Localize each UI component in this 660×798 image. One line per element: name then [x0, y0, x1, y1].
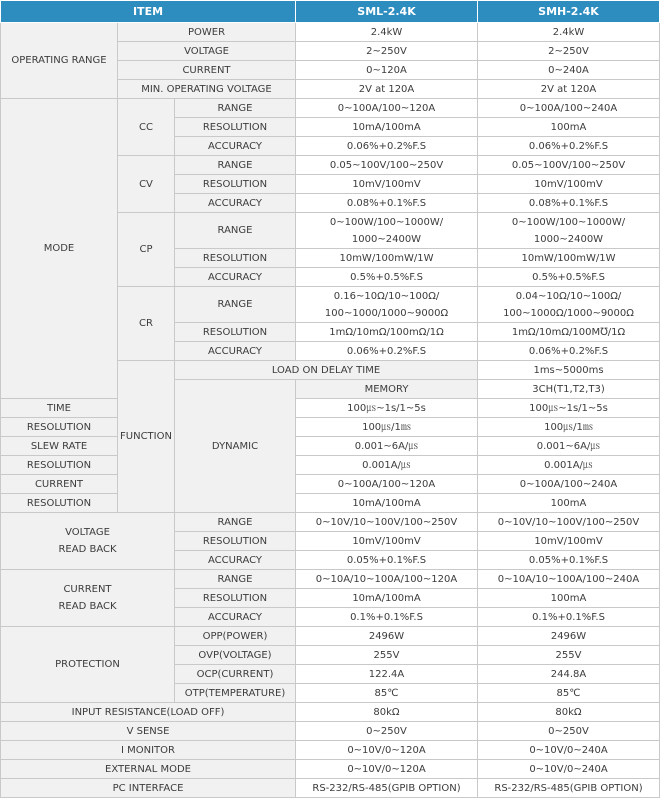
- value-b: 80kΩ: [478, 703, 660, 722]
- table-row: [1, 475, 660, 494]
- subgroup-cc: CC: [118, 99, 175, 156]
- table-row: [1, 779, 660, 798]
- row-label: RESOLUTION: [175, 249, 296, 268]
- value-a: 2~250V: [296, 42, 478, 61]
- row-label: RESOLUTION: [1, 494, 118, 513]
- row-label: OPP(POWER): [175, 627, 296, 646]
- subgroup-cp: CP: [118, 213, 175, 287]
- value-a: 0~100A/100~120A: [296, 99, 478, 118]
- value-line: 100~1000Ω/1000~9000Ω: [503, 307, 634, 319]
- value-b: [478, 287, 660, 323]
- value-a: 10mA/100mA: [296, 589, 478, 608]
- row-label: VOLTAGE: [118, 42, 296, 61]
- value-a: 80kΩ: [296, 703, 478, 722]
- value-a: 0~10V/0~120A: [296, 760, 478, 779]
- value-b: 2V at 120A: [478, 80, 660, 99]
- group-operating-range: OPERATING RANGE: [1, 23, 118, 99]
- value-a: 0.05%+0.1%F.S: [296, 551, 478, 570]
- table-row: [1, 23, 660, 42]
- value-b: 0~240A: [478, 61, 660, 80]
- value-a: [296, 213, 478, 249]
- value-a: 0~10V/0~120A: [296, 741, 478, 760]
- value-a: 100㎲~1s/1~5s: [296, 399, 478, 418]
- header-model-b: SMH-2.4K: [478, 1, 660, 23]
- row-label: RESOLUTION: [175, 118, 296, 137]
- value-b: 0~10V/0~240A: [478, 741, 660, 760]
- value-b: 2496W: [478, 627, 660, 646]
- value-b: 0.001~6A/㎲: [478, 437, 660, 456]
- row-label: RESOLUTION: [175, 323, 296, 342]
- row-label: RESOLUTION: [175, 589, 296, 608]
- value-a: 10mV/100mV: [296, 175, 478, 194]
- row-label: RESOLUTION: [1, 456, 118, 475]
- table-row: [1, 760, 660, 779]
- row-label: MEMORY: [296, 380, 478, 399]
- value-a: 3CH(T1,T2,T3): [478, 380, 660, 399]
- value-b: RS-232/RS-485(GPIB OPTION): [478, 779, 660, 798]
- value-b: 85℃: [478, 684, 660, 703]
- value-b: 0~100A/100~240A: [478, 475, 660, 494]
- value-line: 0.04~10Ω/10~100Ω/: [515, 290, 622, 302]
- value-b: 0.05~100V/100~250V: [478, 156, 660, 175]
- row-label: EXTERNAL MODE: [1, 760, 296, 779]
- row-label: MIN. OPERATING VOLTAGE: [118, 80, 296, 99]
- row-label: RESOLUTION: [1, 418, 118, 437]
- group-label-line: VOLTAGE: [65, 527, 110, 538]
- value-b: 1mΩ/10mΩ/100M℧/1Ω: [478, 323, 660, 342]
- value-a: 2496W: [296, 627, 478, 646]
- value-a: 100㎲/1㎳: [296, 418, 478, 437]
- value-b: 10mW/100mW/1W: [478, 249, 660, 268]
- value-a: 10mA/100mA: [296, 494, 478, 513]
- row-label: ACCURACY: [175, 551, 296, 570]
- value-a: 1mΩ/10mΩ/100mΩ/1Ω: [296, 323, 478, 342]
- value-b: 10mV/100mV: [478, 175, 660, 194]
- header-model-a: SML-2.4K: [296, 1, 478, 23]
- value-b: 2~250V: [478, 42, 660, 61]
- value-a: 2V at 120A: [296, 80, 478, 99]
- value-b: 0~10V/0~240A: [478, 760, 660, 779]
- value-line: 1000~2400W: [533, 233, 604, 245]
- row-label: LOAD ON DELAY TIME: [175, 361, 478, 380]
- group-voltage-readback: [1, 513, 175, 570]
- value-b: 2.4kW: [478, 23, 660, 42]
- group-label-line: READ BACK: [58, 601, 117, 612]
- value-a: 0.06%+0.2%F.S: [296, 342, 478, 361]
- row-label: CURRENT: [118, 61, 296, 80]
- table-row: [1, 494, 660, 513]
- value-b: [478, 213, 660, 249]
- value-line: 0~100W/100~1000W/: [511, 216, 626, 228]
- value-b: 10mV/100mV: [478, 532, 660, 551]
- table-row: [1, 741, 660, 760]
- value-a: 0~10V/10~100V/100~250V: [296, 513, 478, 532]
- value-b: 255V: [478, 646, 660, 665]
- value-b: 100mA: [478, 494, 660, 513]
- row-label: RANGE: [175, 156, 296, 175]
- value-b: 0.08%+0.1%F.S: [478, 194, 660, 213]
- value-a: 2.4kW: [296, 23, 478, 42]
- table-row: [1, 99, 660, 118]
- row-label: OTP(TEMPERATURE): [175, 684, 296, 703]
- header-item: ITEM: [1, 1, 296, 23]
- group-mode: MODE: [1, 99, 118, 399]
- row-label: ACCURACY: [175, 194, 296, 213]
- value-b: 100mA: [478, 589, 660, 608]
- value-a: 10mW/100mW/1W: [296, 249, 478, 268]
- row-label: RANGE: [175, 99, 296, 118]
- group-current-readback: [1, 570, 175, 627]
- row-label: POWER: [118, 23, 296, 42]
- value-line: 1000~2400W: [351, 233, 422, 245]
- value-a: 0.08%+0.1%F.S: [296, 194, 478, 213]
- row-label: PC INTERFACE: [1, 779, 296, 798]
- value-b: 0.05%+0.1%F.S: [478, 551, 660, 570]
- row-label: OCP(CURRENT): [175, 665, 296, 684]
- row-label: ACCURACY: [175, 342, 296, 361]
- row-label: RESOLUTION: [175, 532, 296, 551]
- value-b: 0~250V: [478, 722, 660, 741]
- table-row: [1, 703, 660, 722]
- value-b: 244.8A: [478, 665, 660, 684]
- value-b: 0.001A/㎲: [478, 456, 660, 475]
- table-row: [1, 627, 660, 646]
- value-line: 0~100W/100~1000W/: [329, 216, 444, 228]
- value-a: 0.001~6A/㎲: [296, 437, 478, 456]
- row-label: TIME: [1, 399, 118, 418]
- value-a: 0~100A/100~120A: [296, 475, 478, 494]
- value-a: 0.06%+0.2%F.S: [296, 137, 478, 156]
- value-b: 0~10V/10~100V/100~250V: [478, 513, 660, 532]
- group-label-line: CURRENT: [63, 584, 112, 595]
- value-a: 0.05~100V/100~250V: [296, 156, 478, 175]
- subgroup-cr: CR: [118, 287, 175, 361]
- row-label: CURRENT: [1, 475, 118, 494]
- table-row: [1, 418, 660, 437]
- row-label: ACCURACY: [175, 608, 296, 627]
- value-a: 0~10A/10~100A/100~120A: [296, 570, 478, 589]
- row-label: V SENSE: [1, 722, 296, 741]
- group-function: FUNCTION: [118, 361, 175, 513]
- row-label: RESOLUTION: [175, 175, 296, 194]
- table-row: [1, 570, 660, 589]
- value-a: 0~120A: [296, 61, 478, 80]
- value-a: 0~250V: [296, 722, 478, 741]
- value-b: 100㎲~1s/1~5s: [478, 399, 660, 418]
- row-label: I MONITOR: [1, 741, 296, 760]
- value-a: 0.1%+0.1%F.S: [296, 608, 478, 627]
- subgroup-cv: CV: [118, 156, 175, 213]
- value-a: [296, 287, 478, 323]
- table-row: [1, 456, 660, 475]
- value-b: 100mA: [478, 118, 660, 137]
- group-protection: PROTECTION: [1, 627, 175, 703]
- value-a: 10mV/100mV: [296, 532, 478, 551]
- row-label: OVP(VOLTAGE): [175, 646, 296, 665]
- value-a: 0.001A/㎲: [296, 456, 478, 475]
- row-label: SLEW RATE: [1, 437, 118, 456]
- row-label: ACCURACY: [175, 137, 296, 156]
- table-row: [1, 437, 660, 456]
- value-a: RS-232/RS-485(GPIB OPTION): [296, 779, 478, 798]
- value-b: 0.1%+0.1%F.S: [478, 608, 660, 627]
- table-row: [1, 399, 660, 418]
- row-label: ACCURACY: [175, 268, 296, 287]
- row-label: INPUT RESISTANCE(LOAD OFF): [1, 703, 296, 722]
- value-b: 0~100A/100~240A: [478, 99, 660, 118]
- row-label: RANGE: [175, 570, 296, 589]
- value-b: 0~10A/10~100A/100~240A: [478, 570, 660, 589]
- group-label-line: READ BACK: [58, 544, 117, 555]
- header-row: [1, 1, 660, 23]
- value-a: 122.4A: [296, 665, 478, 684]
- value-b: 0.06%+0.2%F.S: [478, 137, 660, 156]
- value-a: 85℃: [296, 684, 478, 703]
- value-line: 0.16~10Ω/10~100Ω/: [333, 290, 440, 302]
- row-label: RANGE: [175, 287, 296, 323]
- value-b: 0.5%+0.5%F.S: [478, 268, 660, 287]
- subgroup-dynamic: DYNAMIC: [175, 380, 296, 513]
- value-b: 100㎲/1㎳: [478, 418, 660, 437]
- row-label: RANGE: [175, 213, 296, 249]
- table-row: [1, 722, 660, 741]
- value-a: 0.5%+0.5%F.S: [296, 268, 478, 287]
- value-line: 100~1000/1000~9000Ω: [324, 307, 449, 319]
- value-a: 1ms~5000ms: [478, 361, 660, 380]
- row-label: RANGE: [175, 513, 296, 532]
- value-b: 0.06%+0.2%F.S: [478, 342, 660, 361]
- table-row: [1, 513, 660, 532]
- value-a: 255V: [296, 646, 478, 665]
- value-a: 10mA/100mA: [296, 118, 478, 137]
